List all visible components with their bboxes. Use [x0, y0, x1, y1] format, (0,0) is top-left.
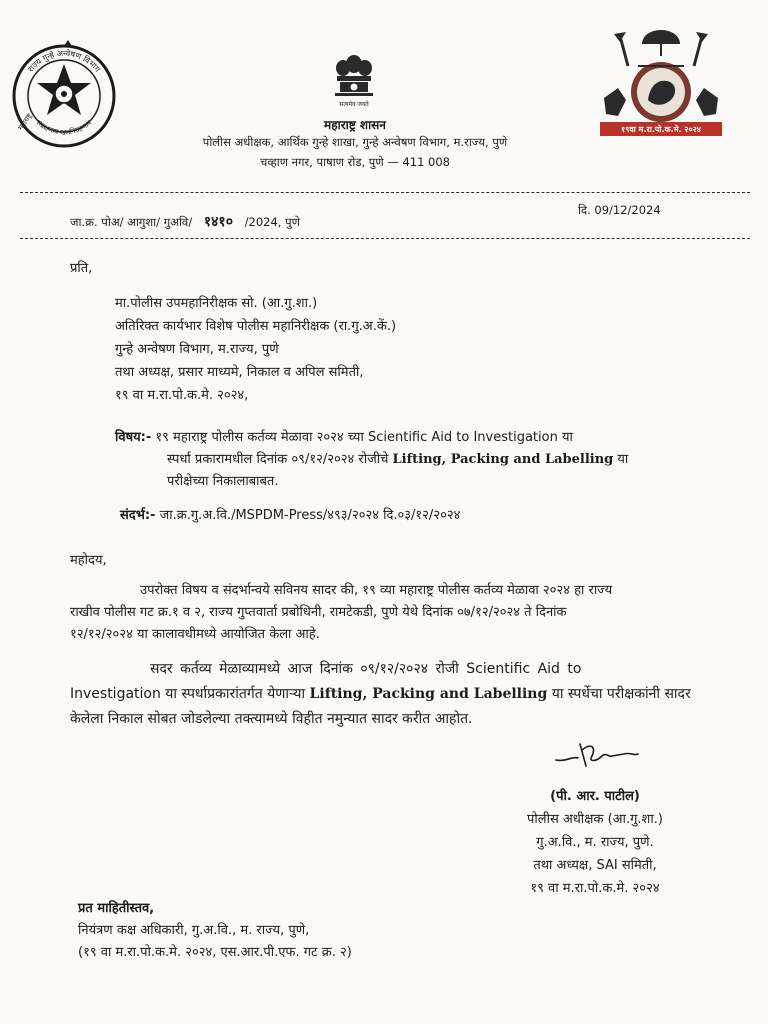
- ref-handwritten-no: १४१०: [203, 214, 233, 230]
- paragraph-1: [70, 580, 735, 646]
- para1-line-3: १२/१२/२०२४ या कालावधीमध्ये आयोजित केला आहे.: [70, 627, 320, 642]
- emblem-motto: सत्यमेव जयते: [339, 101, 369, 108]
- office-address: चव्हाण नगर, पाषाण रोड, पुणे — 411 008: [259, 155, 451, 169]
- reference-label: संदर्भ:-: [120, 508, 156, 523]
- national-emblem: [331, 52, 377, 108]
- subject-block: [115, 427, 735, 493]
- para1-line-1: उपरोक्त विषय व संदर्भान्वये सविनय सादर की, १९ व्या महाराष्ट्र पोलीस कर्तव्य मेळावा २०२४ हा राज्य: [140, 583, 613, 598]
- recipient-line: १९ वा म.रा.पो.क.मे. २०२४,: [115, 388, 249, 403]
- signatory-line: गु.अ.वि., म. राज्य, पुणे.: [536, 835, 654, 850]
- recipient-line: अतिरिक्त कार्यभार विशेष पोलीस महानिरीक्षक (रा.गु.अ.कें.): [115, 319, 397, 334]
- ref-year-city: /2024, पुणे: [244, 215, 300, 229]
- govt-heading: महाराष्ट्र शासन: [324, 118, 386, 132]
- salutation: महोदय,: [70, 553, 107, 568]
- paragraph-2: [70, 657, 740, 732]
- recipient-line: मा.पोलीस उपमहानिरीक्षक सो. (आ.गु.शा.): [115, 296, 318, 311]
- para2-line-2: [70, 682, 740, 707]
- signatory-line: पोलीस अधीक्षक (आ.गु.शा.): [527, 812, 663, 827]
- subject-text-2b: Lifting, Packing and Labelling: [392, 452, 614, 467]
- para1-line-2: राखीव पोलीस गट क्र.१ व २, राज्य गुप्तवार्ता प्रबोधिनी, रामटेकडी, पुणे येथे दिनांक ०७/१२/२०२४ ते दिनांक: [70, 605, 567, 620]
- police-emblem-logo: [8, 38, 120, 150]
- office-line: पोलीस अधीक्षक, आर्थिक गुन्हे शाखा, गुन्हे अन्वेषण विभाग, म.राज्य, पुणे: [202, 135, 508, 149]
- para2-text-2a: Investigation या स्पर्धाप्रकारांतर्गत येणाऱ्या: [70, 686, 306, 702]
- para2-text-2c: या स्पर्धेचा परीक्षकांनी सादर: [551, 686, 691, 702]
- subject-label: विषय:-: [115, 430, 152, 445]
- prati-label: प्रति,: [70, 261, 93, 276]
- subject-text-1: १९ महाराष्ट्र पोलीस कर्तव्य मेळावा २०२४ च्या Scientific Aid to Investigation या: [155, 430, 573, 445]
- police-games-crest: [598, 26, 724, 150]
- recipient-line: तथा अध्यक्ष, प्रसार माध्यमे, निकाल व अपिल समिती,: [115, 365, 364, 380]
- signatory-name: (पी. आर. पाटील): [550, 789, 640, 804]
- subject-line-3: परीक्षेच्या निकालाबाबत.: [167, 474, 279, 489]
- copy-block: [78, 898, 352, 964]
- police-games-crest-icon: [598, 26, 724, 138]
- left-logo-bottom-text: सद्रक्षणाय खलनिग्रहणाय: [34, 118, 94, 137]
- ref-number: [70, 212, 300, 231]
- handwritten-signature-icon: [552, 736, 642, 776]
- subject-text-2c: या: [617, 452, 629, 467]
- copy-line-2: (१९ वा म.रा.पो.क.मे. २०२४, एस.आर.पी.एफ. गट क्र. २): [78, 945, 352, 960]
- signature-mark: [552, 736, 642, 776]
- recipient-line: गुन्हे अन्वेषण विभाग, म.राज्य, पुणे: [115, 342, 279, 357]
- header-divider-top: [20, 192, 750, 193]
- ref-number-prefix: जा.क्र. पोअ/ आगुशा/ गुअवि/: [70, 215, 193, 229]
- subject-line-1: [115, 427, 735, 449]
- para2-text-2b: Lifting, Packing and Labelling: [309, 686, 548, 702]
- copy-heading: प्रत माहितीस्तव,: [78, 901, 155, 916]
- left-logo-side-text: महाराष्ट्र: [16, 111, 34, 132]
- svg-text:सद्रक्षणाय खलनिग्रहणाय: [35, 118, 94, 136]
- left-logo-top-text: राज्य गुन्हे अन्वेषण विभाग: [26, 48, 102, 74]
- reference-line: [120, 505, 460, 527]
- reference-text: जा.क्र.गु.अ.वि./MSPDM-Press/४९३/२०२४ दि.०३/१२/२०२४: [159, 508, 461, 523]
- ref-date: दि. 09/12/2024: [578, 203, 661, 217]
- para2-line-3: केलेला निकाल सोबत जोडलेल्या तक्त्यामध्ये विहीत नमुन्यात सादर करीत आहोत.: [70, 711, 473, 727]
- signatory-block: [470, 785, 720, 900]
- subject-line-2: [115, 449, 735, 471]
- crest-caption: १९वा म.रा.पो.क.मे. २०२४: [621, 125, 701, 134]
- subject-text-2a: स्पर्धा प्रकारामधील दिनांक ०९/१२/२०२४ रोजीचे: [167, 452, 389, 467]
- signatory-line: १९ वा म.रा.पो.क.मे. २०२४: [530, 881, 660, 896]
- signatory-line: तथा अध्यक्ष, SAI समिती,: [533, 858, 657, 873]
- police-emblem-icon: [8, 38, 120, 150]
- para2-line-1: सदर कर्तव्य मेळाव्यामध्ये आज दिनांक ०९/१२/२०२४ रोजी Scientific Aid to: [150, 661, 582, 677]
- header-divider-bottom: [20, 238, 750, 239]
- national-emblem-icon: [331, 52, 377, 100]
- recipient-block: [115, 292, 396, 407]
- copy-line-1: नियंत्रण कक्ष अधिकारी, गु.अ.वि., म. राज्य, पुणे,: [78, 923, 310, 938]
